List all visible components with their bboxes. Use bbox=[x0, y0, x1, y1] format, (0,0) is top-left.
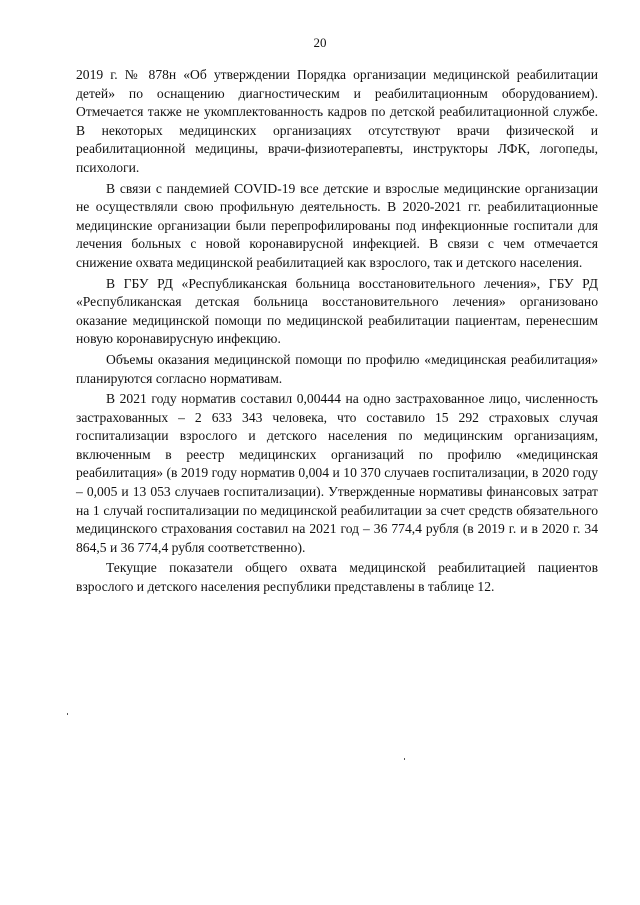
paragraph-6: Текущие показатели общего охвата медицинской реабилитацией пациентов взрослого и детского населения республики представлены в таблице 12. bbox=[76, 560, 598, 595]
paragraph-3: В ГБУ РД «Республиканская больница восстановительного лечения», ГБУ РД «Республиканская детская больница восстановительного лечения» организовано оказание медицинской помощи по медицинской реабилитации пациентам, перенесшим новую коронавирусную инфекцию. bbox=[76, 275, 598, 347]
page-number: 20 bbox=[313, 35, 327, 50]
paragraph-4: Объемы оказания медицинской помощи по профилю «медицинская реабилитация» планируются согласно нормативам. bbox=[76, 351, 598, 386]
scan-speck bbox=[67, 713, 68, 715]
paragraph-2: В связи с пандемией COVID-19 все детские и взрослые медицинские организации не осуществляли свою профильную деятельность. В 2020-2021 гг. реабилитационные медицинские организации были перепрофилированы под инфекционные госпитали для лечения больных с новой коронавирусной инфекцией. В связи с чем отмечается снижение охвата медицинской реабилитацией как взрослого, так и детского населения. bbox=[76, 180, 598, 270]
paragraph-5: В 2021 году норматив составил 0,00444 на одно застрахованное лицо, численность застрахованных – 2 633 343 человека, что составило 15 292 страховых случая госпитализации взрослого и детского населения по медицинским организациям, включенным в реестр медицинских организаций по профилю «медицинская реабилитация» (в 2019 году норматив 0,004 и 10 370 случаев госпитализации, в 2020 году – 0,005 и 13 053 случаев госпитализации). Утвержденные нормативы финансовых затрат на 1 случай госпитализации по медицинской реабилитации за счет средств обязательного медицинского страхования составил на 2021 год – 36 774,4 рубля (в 2019 г. и в 2020 г. 34 864,5 и 36 774,4 рубля соответственно). bbox=[76, 391, 598, 555]
scan-speck bbox=[404, 758, 405, 760]
paragraph-1: 2019 г. № 878н «Об утверждении Порядка организации медицинской реабилитации детей» по оснащению диагностическим и реабилитационным оборудованием). Отмечается также не укомплектованность кадров по детской реабилитационной службе. В некоторых медицинских организациях отсутствуют врачи физической и реабилитационной медицины, врачи-физиотерапевты, инструкторы ЛФК, логопеды, психологи. bbox=[76, 67, 598, 175]
body-text bbox=[76, 66, 598, 599]
